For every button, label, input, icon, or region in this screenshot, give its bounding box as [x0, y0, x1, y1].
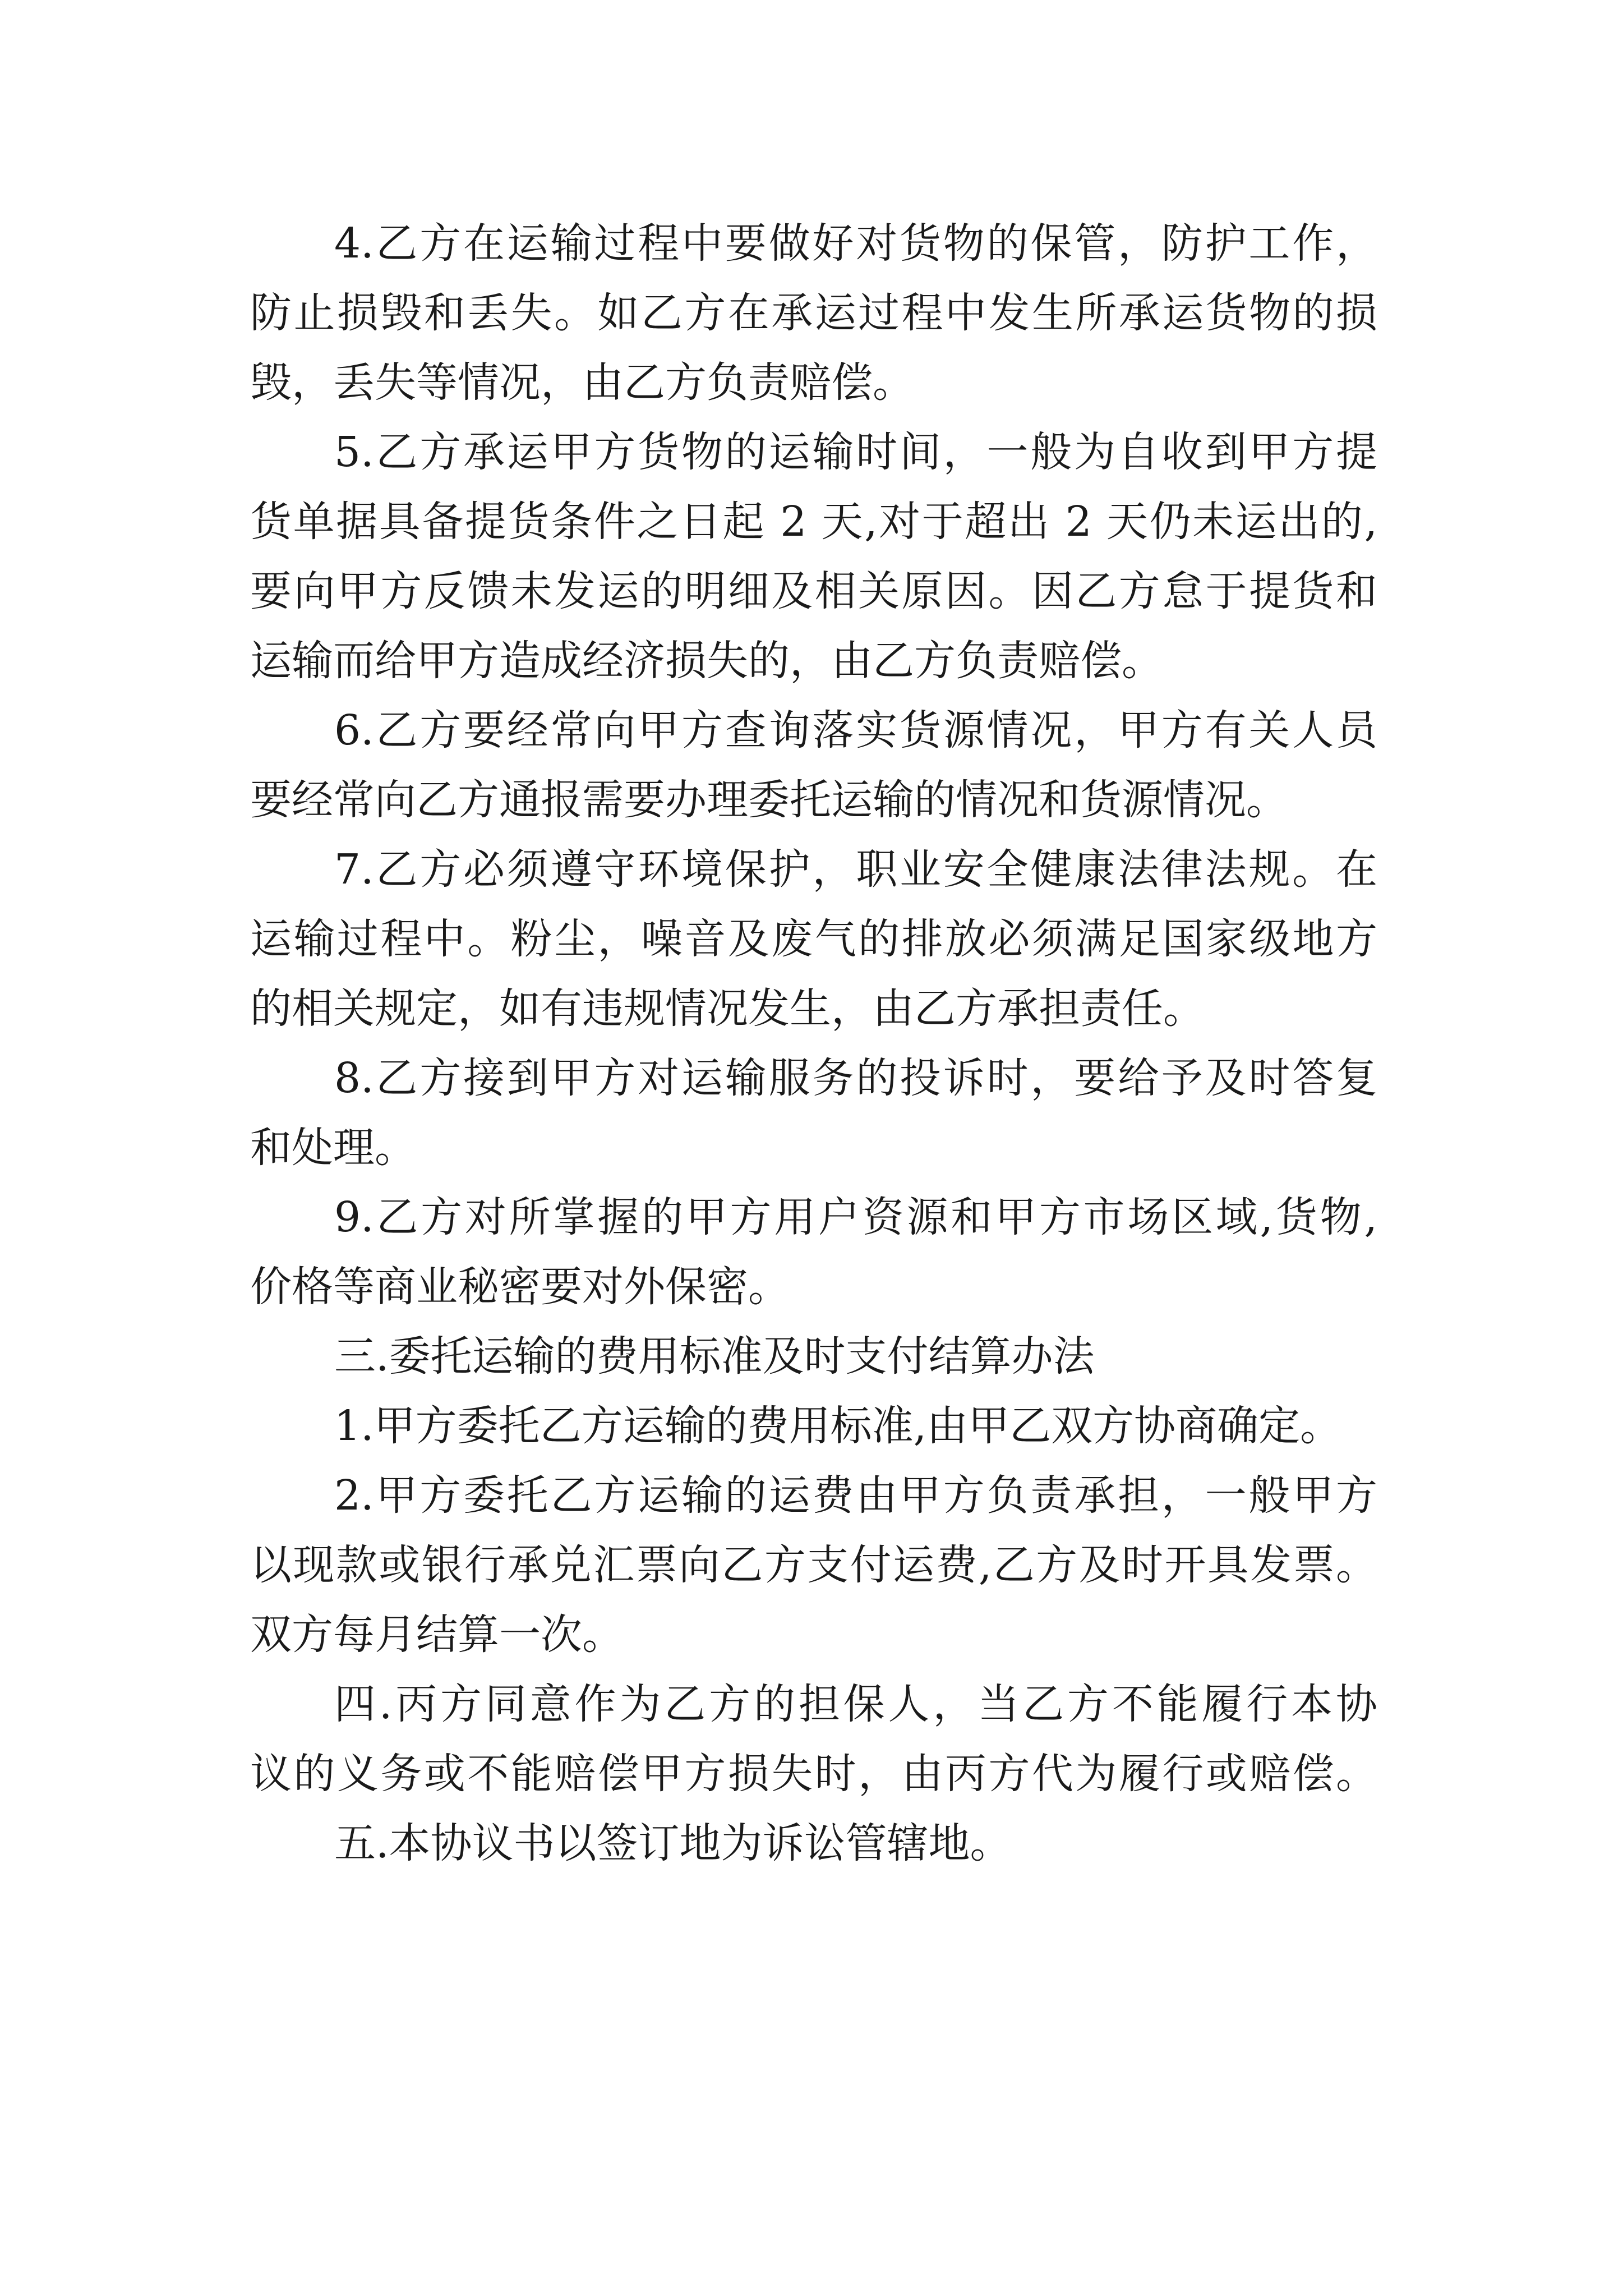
paragraph-line: 毁，丢失等情况，由乙方负责赔偿。 — [250, 358, 914, 407]
paragraph-first-line: 四.丙方同意作为乙方的担保人，当乙方不能履行本协 — [334, 1680, 1377, 1728]
paragraph-first-line: 4.乙方在运输过程中要做好对货物的保管，防护工作， — [334, 219, 1377, 268]
paragraph-line: 要经常向乙方通报需要办理委托运输的情况和货源情况。 — [250, 776, 1288, 824]
paragraph-first-line: 9.乙方对所掌握的甲方用户资源和甲方市场区域,货物, — [334, 1193, 1377, 1241]
contract-body — [250, 209, 1377, 1878]
paragraph-line: 运输过程中。粉尘，噪音及废气的排放必须满足国家级地方 — [250, 915, 1377, 963]
paragraph-line: 价格等商业秘密要对外保密。 — [250, 1263, 790, 1311]
paragraph-first-line: 6.乙方要经常向甲方查询落实货源情况，甲方有关人员 — [334, 706, 1377, 754]
paragraph-line: 以现款或银行承兑汇票向乙方支付运费,乙方及时开具发票。 — [250, 1541, 1377, 1589]
paragraph-first-line: 5.乙方承运甲方货物的运输时间，一般为自收到甲方提 — [334, 428, 1377, 476]
paragraph-first-line: 8.乙方接到甲方对运输服务的投诉时，要给予及时答复 — [334, 1054, 1377, 1102]
paragraph-line: 运输而给甲方造成经济损失的，由乙方负责赔偿。 — [250, 637, 1163, 685]
paragraph-line: 和处理。 — [250, 1124, 416, 1172]
paragraph-first-line: 1.甲方委托乙方运输的费用标准,由甲乙双方协商确定。 — [334, 1402, 1342, 1450]
paragraph-first-line: 三.委托运输的费用标准及时支付结算办法 — [334, 1332, 1095, 1381]
paragraph-first-line: 五.本协议书以签订地为诉讼管辖地。 — [334, 1819, 1012, 1867]
paragraph-line: 双方每月结算一次。 — [250, 1611, 624, 1659]
paragraph-first-line: 7.乙方必须遵守环境保护，职业安全健康法律法规。在 — [334, 845, 1377, 894]
paragraph-line: 防止损毁和丢失。如乙方在承运过程中发生所承运货物的损 — [250, 289, 1377, 337]
paragraph-line: 议的义务或不能赔偿甲方损失时，由丙方代为履行或赔偿。 — [250, 1750, 1377, 1798]
paragraph-line: 货单据具备提货条件之日起 2 天,对于超出 2 天仍未运出的, — [250, 498, 1377, 546]
paragraph-first-line: 2.甲方委托乙方运输的运费由甲方负责承担，一般甲方 — [334, 1471, 1377, 1520]
paragraph-line: 的相关规定，如有违规情况发生，由乙方承担责任。 — [250, 984, 1205, 1033]
paragraph-line: 要向甲方反馈未发运的明细及相关原因。因乙方怠于提货和 — [250, 567, 1377, 615]
